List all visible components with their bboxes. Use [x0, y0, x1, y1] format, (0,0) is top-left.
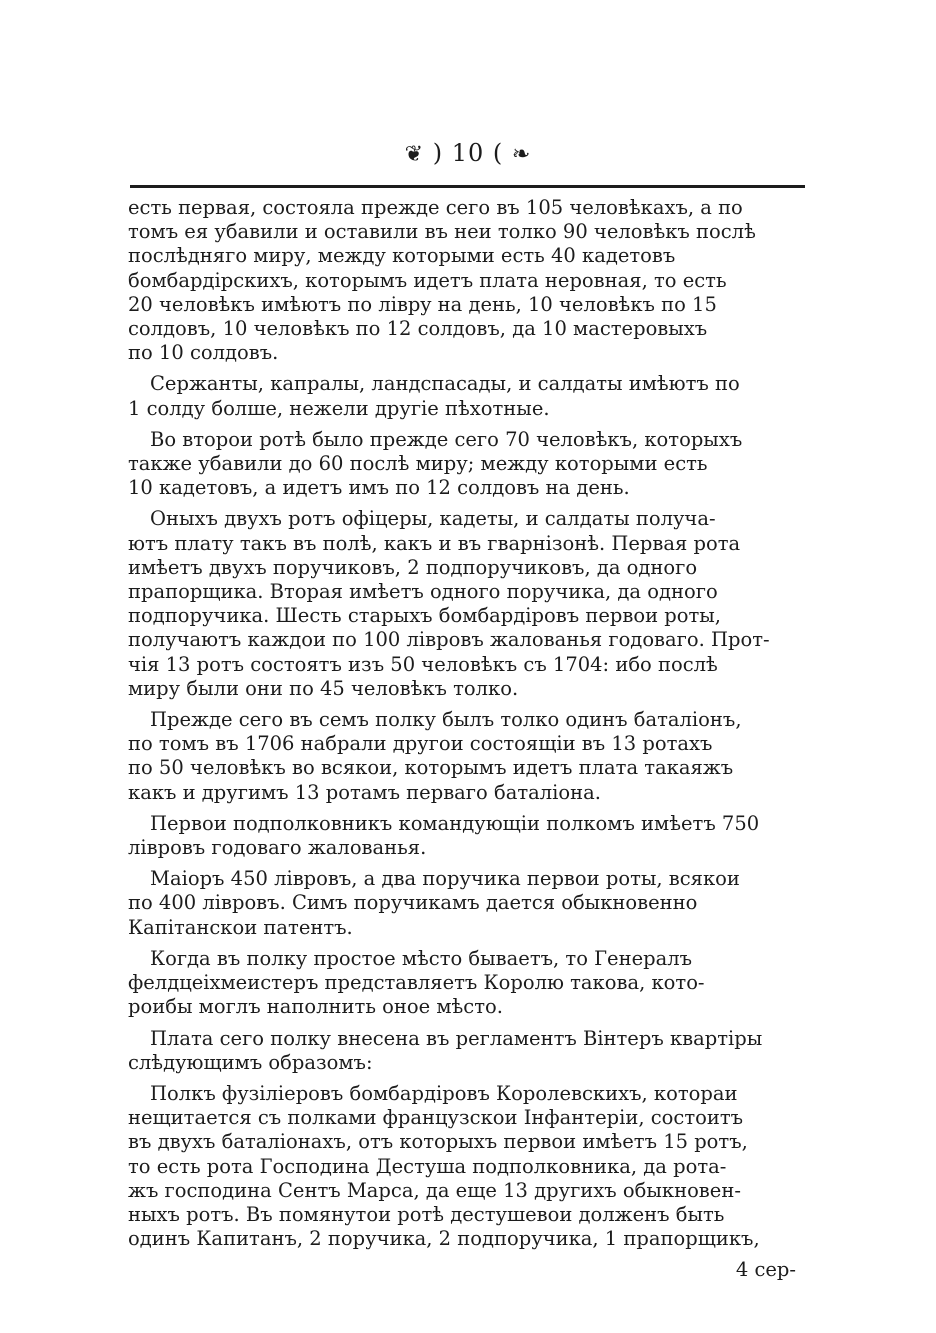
text-line: прапорщика. Вторая имѣетъ одного поручика, да одного: [128, 580, 718, 604]
paragraph: [128, 196, 802, 365]
text-line: Плата сего полку внесена въ регламентъ Вінтеръ квартіры: [150, 1026, 763, 1050]
text-line: какъ и другимъ 13 ротамъ перваго баталіона.: [128, 780, 601, 804]
ornament-left-icon: ❦: [404, 141, 425, 167]
paragraph: [128, 708, 802, 805]
text-line: по 400 лівровъ. Симъ поручикамъ дается обыкновенно: [128, 891, 698, 915]
paragraph: [128, 947, 802, 1020]
text-line: то есть рота Господина Дестуша подполковника, да рота-: [128, 1154, 727, 1178]
text-line: томъ ея убавили и оставили въ неи толко 90 человѣкъ послѣ: [128, 220, 756, 244]
paragraph: [128, 1082, 802, 1251]
text-line: послѣдняго миру, между которыми есть 40 кадетовъ: [128, 244, 676, 268]
text-line: 1 солду болше, нежели другіе пѣхотные.: [128, 396, 550, 420]
text-line: Полкъ фузіліеровъ бомбардіровъ Королевскихъ, котораи: [150, 1081, 738, 1105]
text-line: въ двухъ баталіонахъ, отъ которыхъ первои имѣетъ 15 ротъ,: [128, 1130, 748, 1154]
text-line: одинъ Капитанъ, 2 поручика, 2 подпоручика, 1 прапорщикъ,: [128, 1227, 760, 1251]
text-line: миру были они по 45 человѣкъ толко.: [128, 676, 519, 700]
text-line: солдовъ, 10 человѣкъ по 12 солдовъ, да 10 мастеровыхъ: [128, 317, 708, 341]
text-line: 20 человѣкъ имѣютъ по ліврy на день, 10 человѣкъ по 15: [128, 292, 717, 316]
paragraph: [128, 1027, 802, 1075]
paragraph: [128, 372, 802, 420]
text-line: также убавили до 60 послѣ миру; между которыми есть: [128, 452, 708, 476]
page-header: [0, 138, 936, 170]
text-line: ютъ плату такъ въ полѣ, какъ и въ гварнізонѣ. Первая рота: [128, 531, 741, 555]
text-line: Маіоръ 450 лівровъ, а два поручика первои роты, всякои: [150, 867, 740, 891]
paragraph: [128, 428, 802, 501]
text-line: 10 кадетовъ, а идетъ имъ по 12 солдовъ на день.: [128, 476, 630, 500]
page-number: ) 10 (: [432, 139, 504, 167]
header-rule: [130, 185, 805, 188]
text-line: чія 13 ротъ состоятъ изъ 50 человѣкъ съ 1704: ибо послѣ: [128, 652, 718, 676]
text-line: по 10 солдовъ.: [128, 341, 279, 365]
text-line: по 50 человѣкъ во всякои, которымъ идетъ плата такаяжъ: [128, 756, 734, 780]
text-line: нещитается съ полками французскои Інфантеріи, состоитъ: [128, 1106, 744, 1130]
text-line: слѣдующимъ образомъ:: [128, 1050, 373, 1074]
text-line: Оныхъ двухъ ротъ офіцеры, кадеты, и салдаты получа-: [150, 507, 716, 531]
text-line: Первои подполковникъ командующіи полкомъ имѣетъ 750: [150, 811, 760, 835]
paragraph: [128, 812, 802, 860]
text-line: есть первая, состояла прежде сего въ 105 человѣкахъ, а по: [128, 196, 743, 219]
text-line: Прежде сего въ семъ полку былъ толко одинъ баталіонъ,: [150, 708, 742, 732]
text-line: Капітанскои патентъ.: [128, 915, 353, 939]
text-line: ныхъ ротъ. Въ помянутои ротѣ дестушевои долженъ быть: [128, 1202, 725, 1226]
paragraph: [128, 507, 802, 701]
text-line: Сержанты, капралы, ландспасады, и салдаты имѣютъ по: [150, 372, 740, 396]
text-line: жъ господина Сентъ Марса, да еще 13 другихъ обыкновен-: [128, 1178, 741, 1202]
ornament-right-icon: ❧: [511, 141, 532, 167]
text-line: Когда въ полку простое мѣсто бываетъ, то Генералъ: [150, 946, 693, 970]
text-line: получаютъ каждои по 100 лівровъ жалованья годоваго. Прот-: [128, 628, 770, 652]
text-line: бомбардірскихъ, которымъ идетъ плата неровная, то есть: [128, 268, 727, 292]
text-line: фелдцеіхмеистеръ представляетъ Королю такова, кото-: [128, 971, 705, 995]
text-line: лівровъ годоваго жалованья.: [128, 836, 427, 860]
text-line: Во второи ротѣ было прежде сего 70 человѣкъ, которыхъ: [150, 427, 743, 451]
text-line: роибы моглъ наполнить оное мѣсто.: [128, 995, 503, 1019]
paragraph: [128, 867, 802, 940]
text-line: подпоручика. Шесть старыхъ бомбардіровъ первои роты,: [128, 604, 721, 628]
text-line: имѣетъ двухъ поручиковъ, 2 подпоручиковъ, да одного: [128, 555, 698, 579]
text-line: по томъ въ 1706 набрали другои состоящіи въ 13 ротахъ: [128, 732, 713, 756]
catchword: 4 сер-: [735, 1258, 796, 1282]
page-body: [128, 196, 802, 1283]
